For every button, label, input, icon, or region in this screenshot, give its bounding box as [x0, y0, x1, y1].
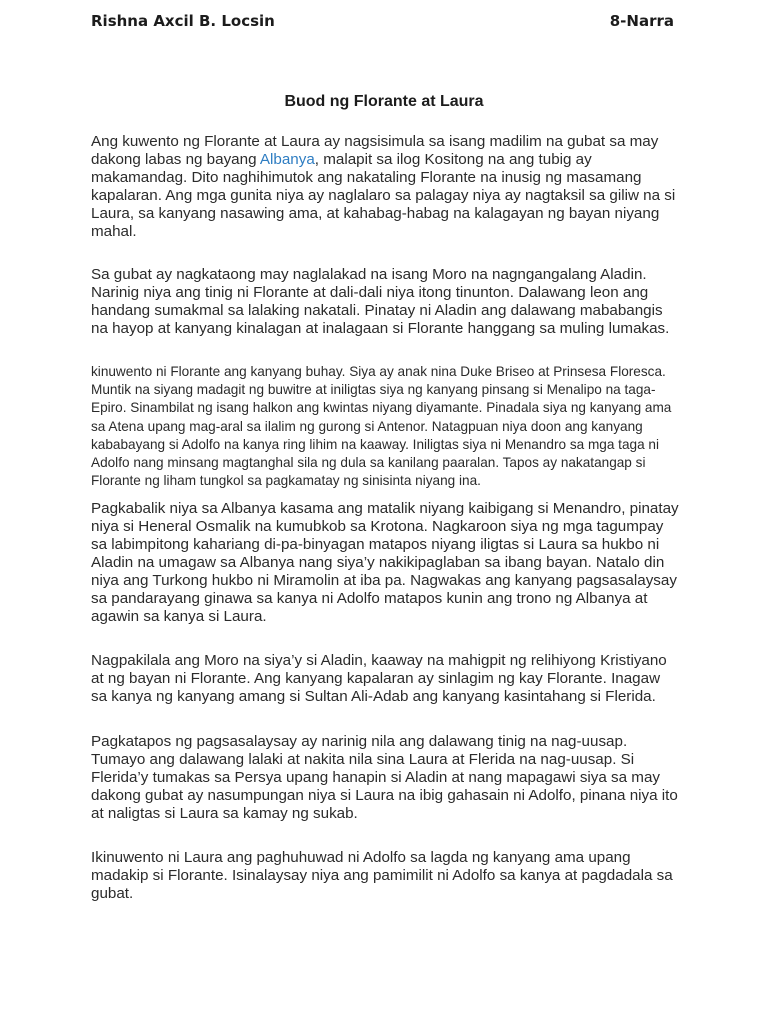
albanya-link[interactable]: Albanya: [259, 151, 315, 168]
class-section: 8-Narra: [609, 12, 674, 30]
paragraph-7: Ikinuwento ni Laura ang paghuhuwad ni Adolfo sa lagda ng kanyang ama upang madakip si Florante. Isinalaysay niya ang pamimilit ni Adolfo sa kanya at pagdadala sa gubat.: [91, 849, 673, 902]
paragraph-3: kinuwento ni Florante ang kanyang buhay. Siya ay anak nina Duke Briseo at Prinsesa Floresca. Muntik na siyang madagit ng buwitre at iniligtas siya ng kanyang pinsang si Menalipo na taga-Epiro. Sinambilat ng isang halkon ang kwintas niyang diyamante. Pinadala siya ng kanyang ama sa Atena upang mag-aral sa ilalim ng gurong si Antenor. Natagpuan niya doon ang kanyang kababayang si Adolfo na kanya ring lihim na kaaway. Iniligtas siya ni Menandro sa mga taga ni Adolfo nang minsang magtanghal sila ng dula sa kanilang paaralan. Tapos ay nakatangap si Florante ng liham tungkol sa pagkamatay ng sinisinta niyang ina.: [91, 364, 672, 489]
paragraph-2: Sa gubat ay nagkataong may naglalakad na isang Moro na nagngangalang Aladin. Narinig niya ang tinig ni Florante at dali-dali niya itong tinunton. Dalawang leon ang handang sumakmal sa lalaking nakatali. Pinatay ni Aladin ang dalawang mababangis na hayop at kanyang kinalagan at inalagaan si Florante hanggang sa muling lumakas.: [91, 266, 670, 337]
paragraph-5: Nagpakilala ang Moro na siya’y si Aladin, kaaway na mahigpit ng relihiyong Kristiyano at ng bayan ni Florante. Ang kanyang kapalaran ay sinlagim ng kay Florante. Inagaw sa kanya ng kanyang amang si Sultan Ali-Adab ang kanyang kasintahang si Flerida.: [91, 652, 667, 705]
paragraph-1-end: , malapit sa ilog Kositong na ang tubig ay makamandag. Dito naghihimutok ang nakataling Florante na inusig ng masamang kapalaran. Ang mga gunita niya ay naglalaro sa palagay niya ay nagtaksil sa giliw na si Laura, sa kanyang nasawing ama, at kahabag-habag na kalagayan ng bayan niyang mahal.: [91, 151, 676, 240]
paragraph-6: Pagkatapos ng pagsasalaysay ay narinig nila ang dalawang tinig na nag-uusap. Tumayo ang dalawang lalaki at nakita nila sina Laura at Flerida na nag-uusap. Si Flerida’y tumakas sa Persya upang hanapin si Aladin at nang mapagawi siya sa may dakong gubat ay nasumpungan niya si Laura na ibig gahasain ni Adolfo, pinana niya ito at naligtas si Laura sa kamay ng sukab.: [91, 733, 678, 822]
paragraph-1-start: Ang kuwento ng Florante at Laura ay nagsisimula sa isang madilim na gubat sa may dakong labas ng bayang: [91, 133, 659, 168]
paragraph-1: [91, 133, 679, 241]
student-name: Rishna Axcil B. Locsin: [91, 12, 275, 30]
paragraph-4: Pagkabalik niya sa Albanya kasama ang matalik niyang kaibigang si Menandro, pinatay niya si Heneral Osmalik na kumubkob sa Krotona. Nagkaroon siya ng mga tagumpay sa labimpitong kahariang di-pa-binyagan matapos niyang iligtas si Laura sa hukbo ni Aladin na umagaw sa Albanya nang siya’y nakikipaglaban sa ibang bayan. Natalo din niya ang Turkong hukbo ni Miramolin at iba pa. Nagwakas ang kanyang pagsasalaysay sa pandarayang ginawa sa kanya ni Adolfo matapos kunin ang trono ng Albanya at agawin sa kanya si Laura.: [91, 500, 679, 625]
document-title: Buod ng Florante at Laura: [284, 93, 484, 110]
